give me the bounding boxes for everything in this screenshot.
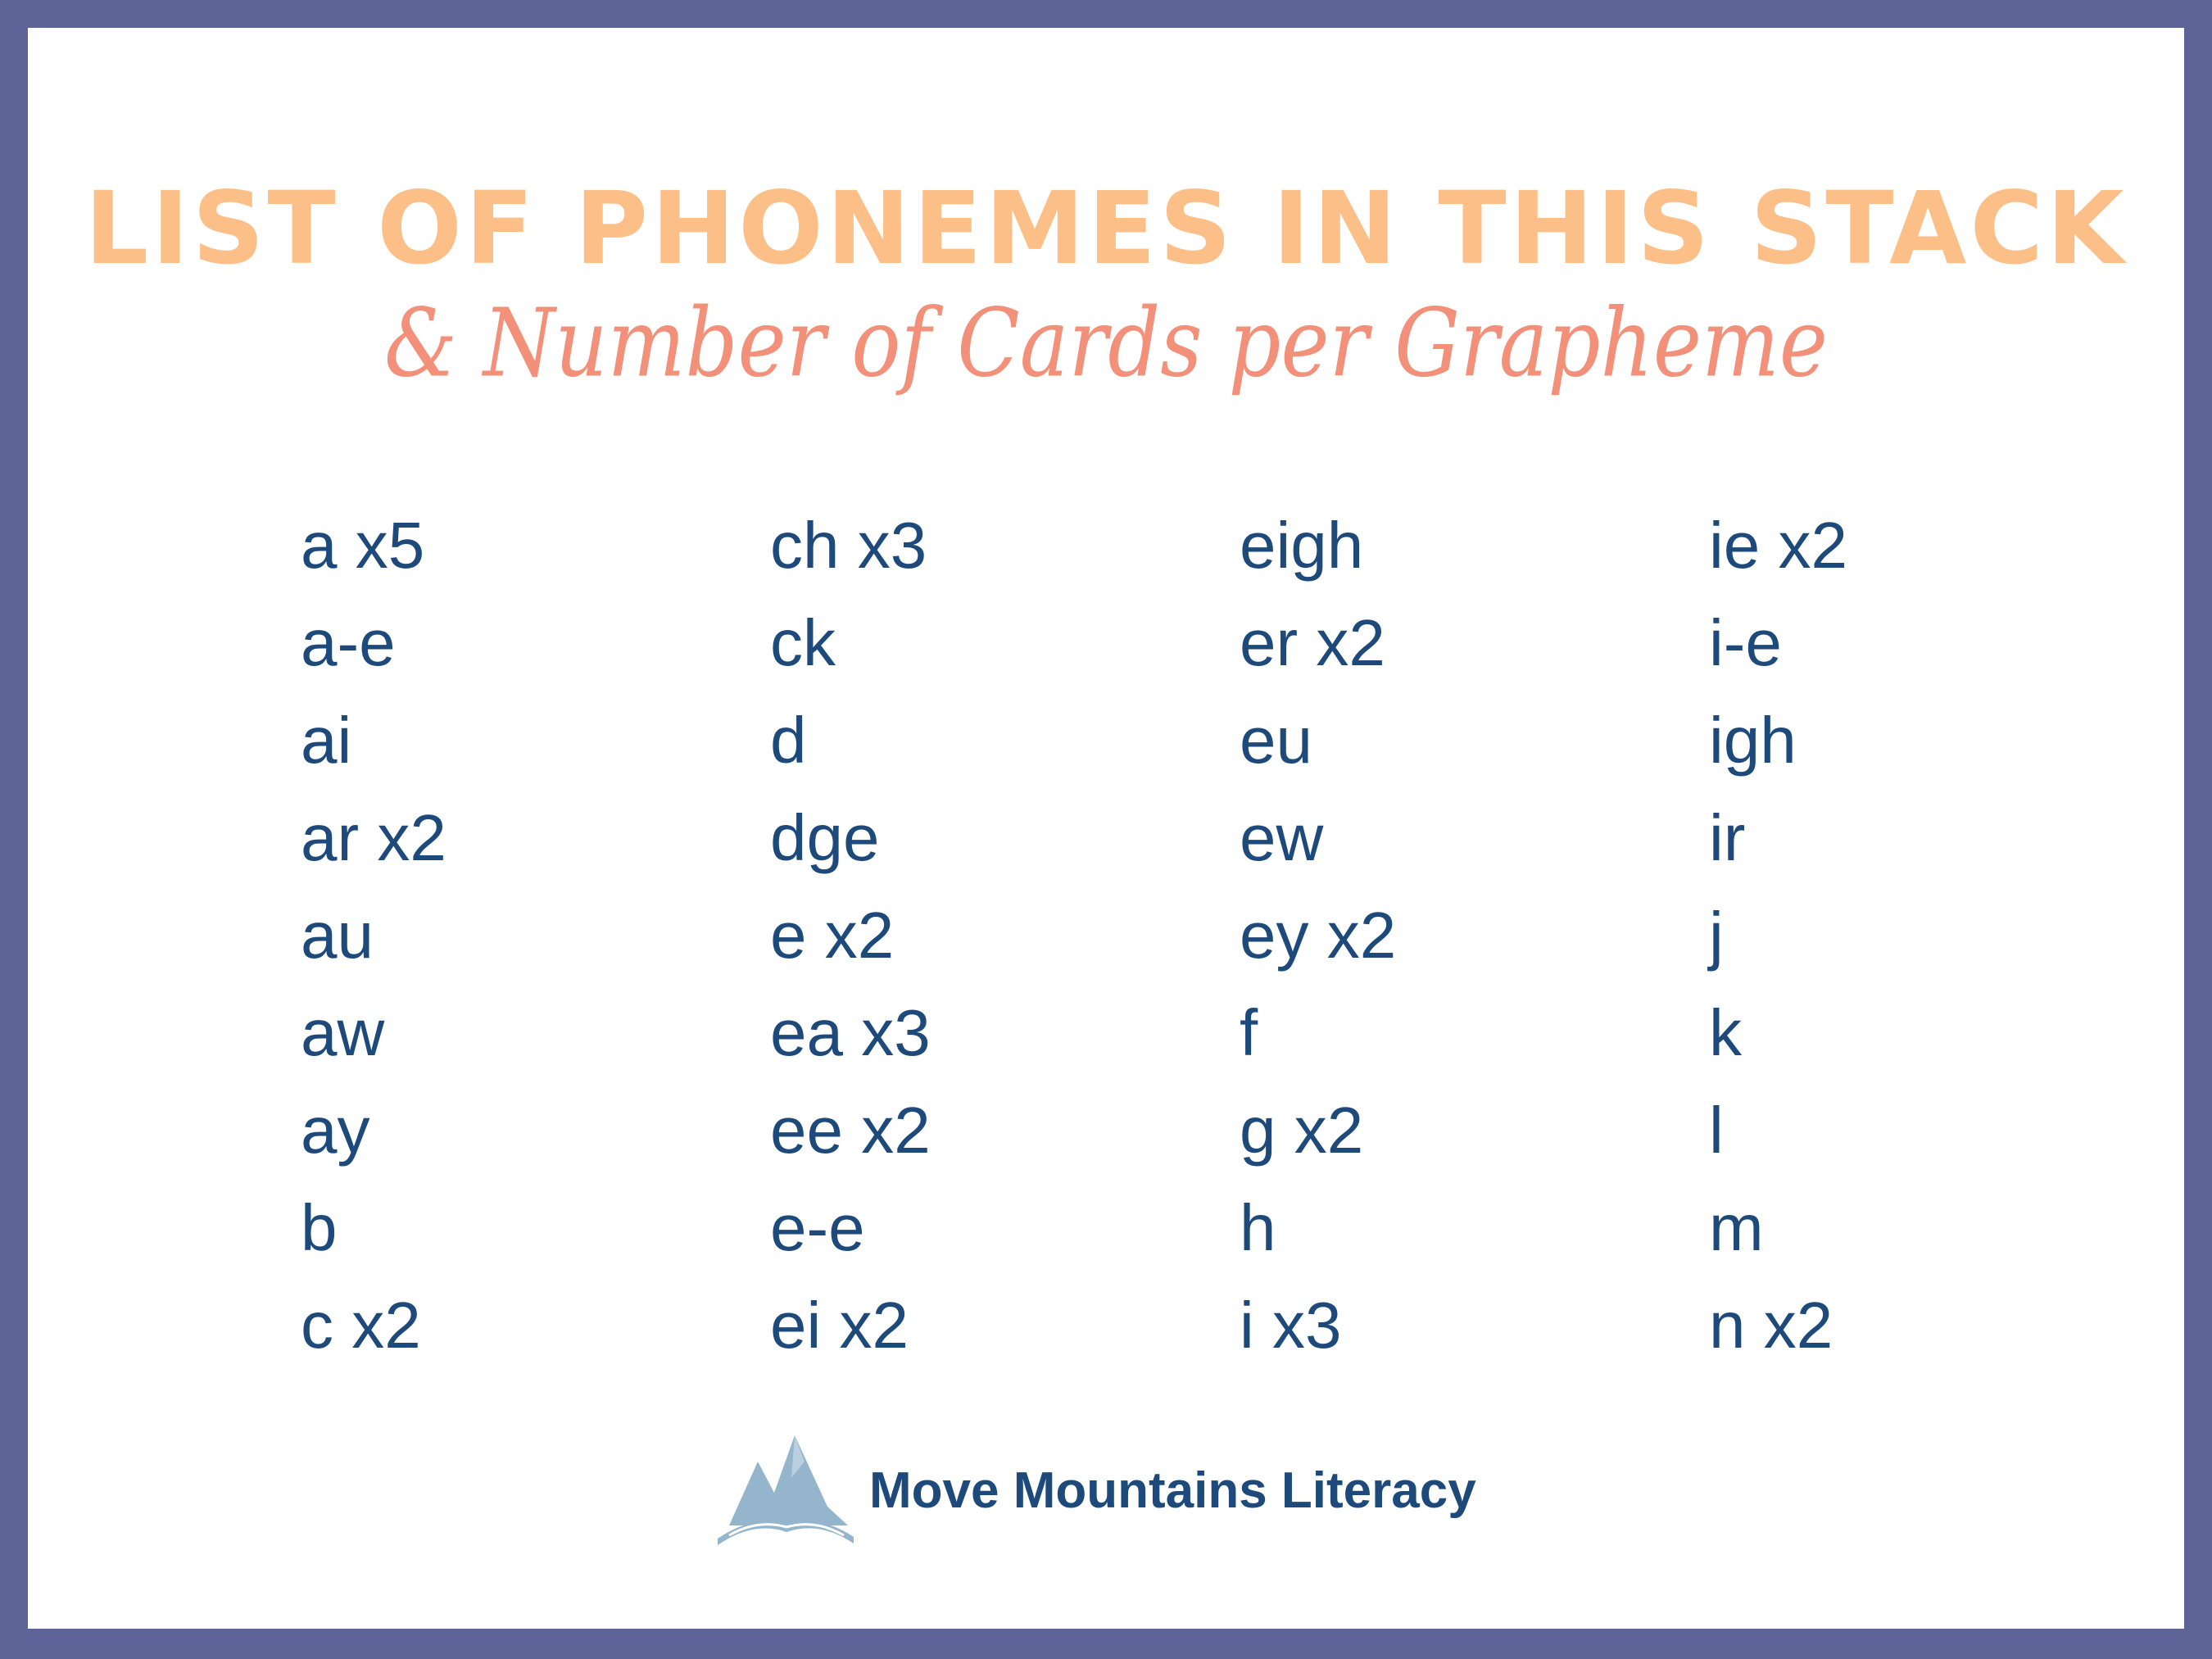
phoneme-item: e-e: [770, 1191, 865, 1264]
page-subtitle: & Number of Cards per Grapheme: [383, 288, 1829, 398]
phoneme-item: k: [1709, 996, 1742, 1069]
phoneme-item: ey x2: [1240, 899, 1397, 972]
phoneme-column-1: [301, 496, 743, 1374]
phoneme-item: ay: [301, 1094, 370, 1167]
phoneme-item: ei x2: [770, 1289, 909, 1362]
phoneme-item: ea x3: [770, 996, 931, 1069]
phoneme-item: ir: [1709, 801, 1746, 874]
phoneme-column-3: [1240, 496, 1682, 1374]
phoneme-item: i-e: [1709, 606, 1782, 679]
phoneme-item: d: [770, 704, 807, 777]
phoneme-item: i x3: [1240, 1289, 1342, 1362]
phoneme-item: j: [1709, 899, 1724, 972]
phoneme-column-4: [1709, 496, 2151, 1374]
phoneme-item: l: [1709, 1094, 1724, 1167]
phoneme-item: h: [1240, 1191, 1276, 1264]
phoneme-item: f: [1240, 996, 1258, 1069]
phoneme-item: ck: [770, 606, 836, 679]
phoneme-item: b: [301, 1191, 338, 1264]
phoneme-item: eigh: [1240, 509, 1364, 582]
phoneme-column-2: [770, 496, 1213, 1374]
page-card: [28, 28, 2184, 1629]
phoneme-item: ew: [1240, 801, 1324, 874]
phoneme-item: ie x2: [1709, 509, 1847, 582]
mountains-book-icon: [713, 1429, 860, 1552]
phoneme-item: e x2: [770, 899, 895, 972]
phoneme-item: au: [301, 899, 374, 972]
phoneme-item: n x2: [1709, 1289, 1834, 1362]
phoneme-item: dge: [770, 801, 880, 874]
phoneme-item: ee x2: [770, 1094, 931, 1167]
phoneme-item: m: [1709, 1191, 1764, 1264]
phoneme-item: ar x2: [301, 801, 446, 874]
brand-name: Move Mountains Literacy: [869, 1462, 1476, 1519]
phoneme-item: eu: [1240, 704, 1312, 777]
phoneme-item: ai: [301, 704, 352, 777]
page-title: LIST OF PHONEMES IN THIS STACK: [84, 170, 2128, 287]
phoneme-item: c x2: [301, 1289, 421, 1362]
phoneme-item: er x2: [1240, 606, 1385, 679]
phoneme-item: g x2: [1240, 1094, 1364, 1167]
phoneme-item: ch x3: [770, 509, 927, 582]
phoneme-item: a-e: [301, 606, 396, 679]
phoneme-item: igh: [1709, 704, 1797, 777]
phoneme-item: a x5: [301, 509, 425, 582]
footer-brand: [713, 1429, 1614, 1560]
phoneme-item: aw: [301, 996, 385, 1069]
